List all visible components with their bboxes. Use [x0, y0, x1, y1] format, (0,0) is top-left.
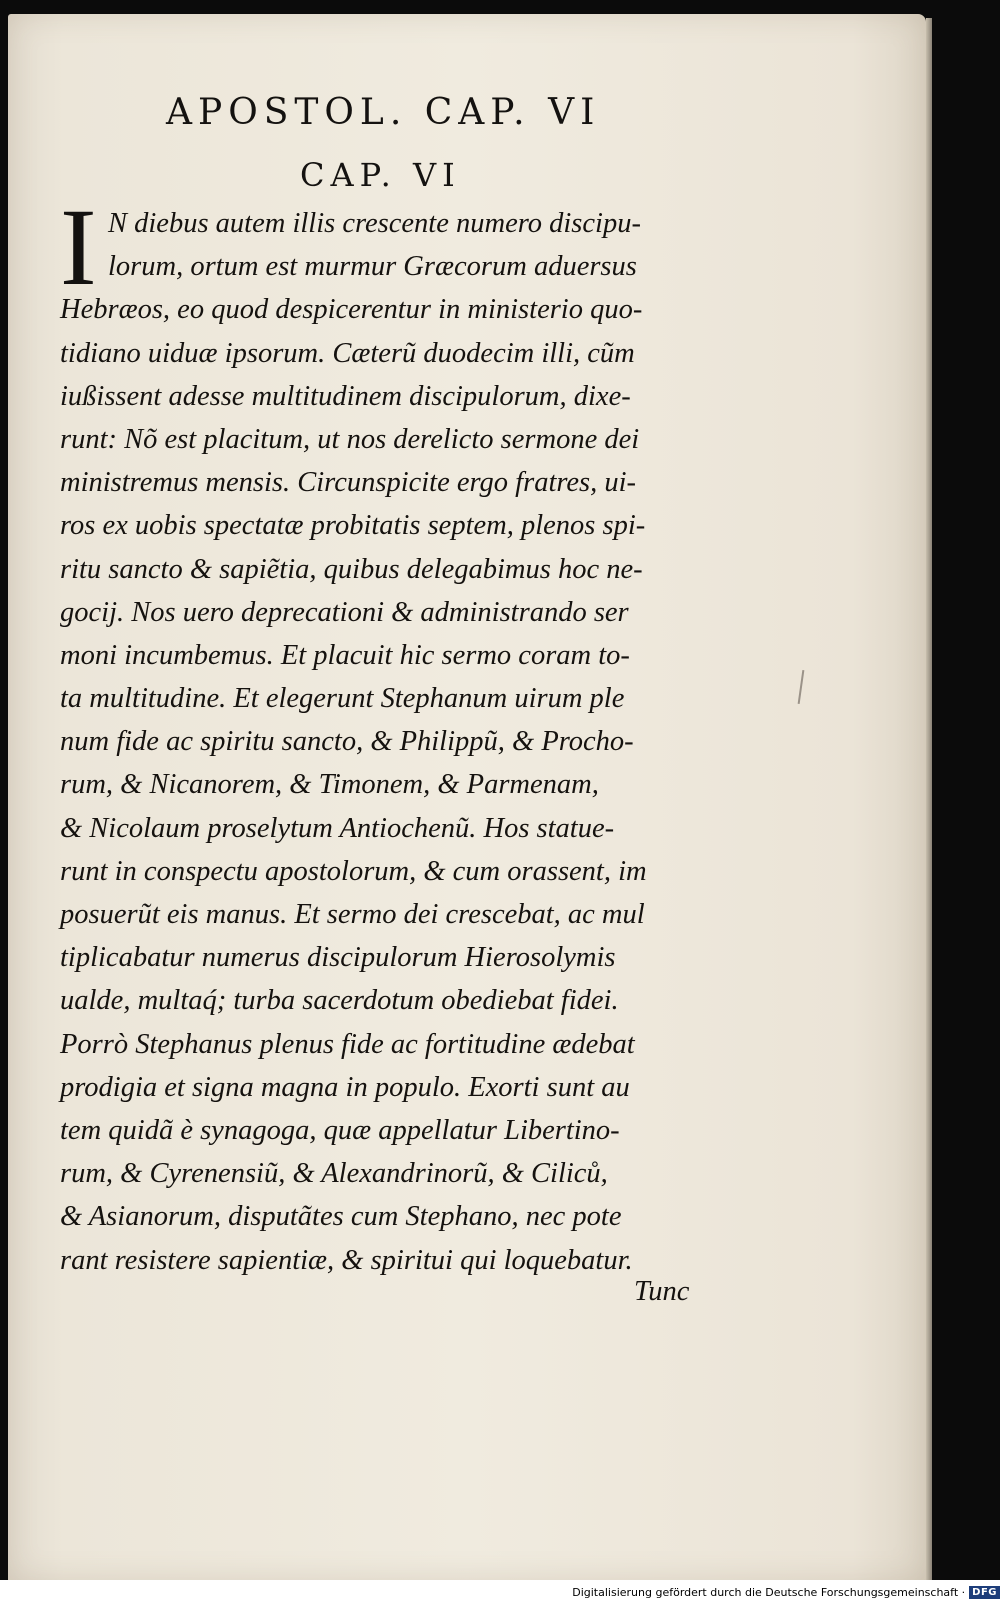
footer-credit-text: Digitalisierung gefördert durch die Deutsche Forschungsgemeinschaft ·: [572, 1585, 966, 1599]
text-line: runt: Nõ est placitum, ut nos derelicto sermone dei: [60, 423, 640, 455]
drop-cap: I: [60, 186, 97, 308]
text-line: tiplicabatur numerus discipulorum Hierosolymis: [60, 942, 616, 974]
text-line: tem quidã è synagoga, quæ appellatur Libertino-: [60, 1114, 620, 1146]
text-line: N diebus autem illis crescente numero discipu-: [108, 208, 641, 239]
text-line: posuerũt eis manus. Et sermo dei crescebat, ac mul: [60, 899, 645, 930]
book-page: [8, 14, 926, 1580]
footer-credit: [572, 1582, 1000, 1602]
text-line: num fide ac spiritu sancto, & Philippũ, & Procho-: [60, 726, 634, 758]
text-line: rum, & Nicanorem, & Timonem, & Parmenam,: [60, 769, 599, 801]
text-line: Hebræos, eo quod despicerentur in ministerio quo-: [60, 294, 643, 326]
text-line: ualde, multaq́; turba sacerdotum obediebat fidei.: [60, 985, 619, 1017]
pencil-mark: [798, 670, 805, 704]
text-line: runt in conspectu apostolorum, & cum orassent, im: [60, 855, 647, 887]
text-line: & Nicolaum proselytum Antiochenũ. Hos statue-: [60, 812, 615, 844]
text-line: ta multitudine. Et elegerunt Stephanum uirum ple: [60, 683, 625, 715]
text-line: rant resistere sapientiæ, & spiritui qui loquebatur.: [60, 1244, 633, 1276]
text-line: ros ex uobis spectatæ probitatis septem, plenos spi-: [60, 510, 646, 542]
body-text: [60, 202, 720, 1282]
running-head: APOSTOL. CAP. VI: [166, 92, 601, 133]
text-line: gocij. Nos uero deprecationi & administrando ser: [60, 596, 629, 628]
text-line: rum, & Cyrenensiũ, & Alexandrinorũ, & Ciliců,: [60, 1158, 608, 1190]
text-line: Porrò Stephanus plenus fide ac fortitudine ædebat: [60, 1028, 635, 1060]
catchword: Tunc: [634, 1276, 690, 1307]
text-line: prodigia et signa magna in populo. Exorti sunt au: [60, 1071, 630, 1103]
text-line: tidiano uiduæ ipsorum. Cæterũ duodecim illi, cũm: [60, 337, 635, 369]
chapter-title: CAP. VI: [300, 156, 461, 194]
text-line: & Asianorum, disputãtes cum Stephano, nec pote: [60, 1201, 622, 1233]
text-line: ritu sancto & sapiẽtia, quibus delegabimus hoc ne-: [60, 553, 643, 585]
dfg-logo-icon: DFG: [969, 1586, 1000, 1599]
text-line: iußissent adesse multitudinem discipulorum, dixe-: [60, 380, 631, 412]
page-edge: [926, 18, 932, 1580]
text-line: ministremus mensis. Circunspicite ergo fratres, ui-: [60, 467, 637, 499]
text-line: moni incumbemus. Et placuit hic sermo coram to-: [60, 639, 630, 671]
text-line: lorum, ortum est murmur Græcorum aduersus: [108, 251, 637, 283]
